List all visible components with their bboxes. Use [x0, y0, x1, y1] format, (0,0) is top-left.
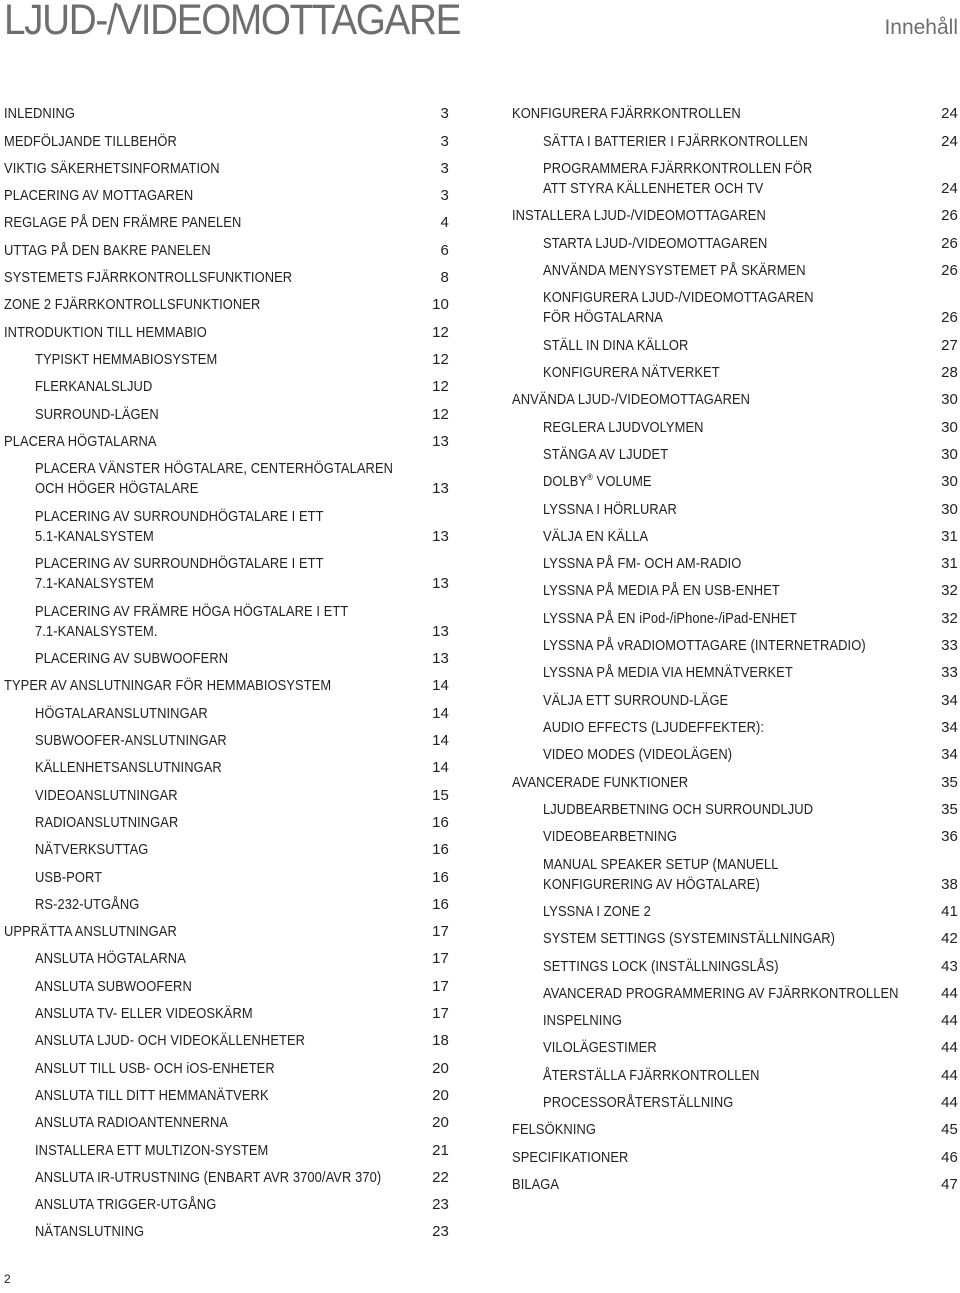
- toc-entry-title: RADIOANSLUTNINGAR: [35, 813, 179, 831]
- toc-page-number: 14: [432, 704, 449, 722]
- toc-entry-title-line: ATT STYRA KÄLLENHETER OCH TV: [543, 180, 764, 198]
- toc-entry-title-line: 7.1-KANALSYSTEM.: [35, 622, 158, 640]
- toc-page-number: 12: [432, 350, 449, 368]
- toc-page-number: 16: [432, 868, 449, 886]
- toc-entry-title: FELSÖKNING: [512, 1121, 597, 1139]
- toc-entry-title-line: PLACERING AV FRÄMRE HÖGA HÖGTALARE I ETT: [35, 602, 349, 620]
- toc-entry-title-line: 7.1-KANALSYSTEM: [35, 575, 154, 593]
- toc-entry[interactable]: [4, 211, 449, 238]
- toc-entry-title: LYSSNA PÅ MEDIA PÅ EN USB-ENHET: [543, 582, 780, 600]
- toc-entry[interactable]: [4, 293, 449, 320]
- toc-page-number: 3: [440, 187, 449, 205]
- toc-entry-title: LYSSNA PÅ MEDIA VIA HEMNÄTVERKET: [543, 664, 793, 682]
- toc-page-number: 46: [941, 1148, 958, 1166]
- toc-entry[interactable]: [4, 1220, 449, 1247]
- toc-entry[interactable]: [4, 893, 449, 920]
- toc-entry-title: SYSTEMETS FJÄRRKONTROLLSFUNKTIONER: [4, 269, 293, 287]
- toc-entry[interactable]: [512, 259, 958, 286]
- toc-entry[interactable]: [4, 430, 449, 457]
- section-label: Innehåll: [884, 16, 958, 39]
- toc-entry-title-line: PLACERING AV SURROUNDHÖGTALARE I ETT: [35, 507, 324, 525]
- toc-page-number: 27: [941, 336, 958, 354]
- toc-entry[interactable]: [4, 647, 449, 674]
- toc-entry-title: [543, 288, 866, 328]
- toc-entry-title: KONFIGURERA FJÄRRKONTROLLEN: [512, 105, 741, 123]
- toc-page-number: 24: [941, 105, 958, 123]
- toc-entry-title: NÄTVERKSUTTAG: [35, 841, 149, 859]
- toc-entry[interactable]: [512, 415, 958, 442]
- toc-page-number: 13: [432, 527, 449, 545]
- toc-entry-title-line: 5.1-KANALSYSTEM: [35, 527, 154, 545]
- toc-entry-title: STARTA LJUD-/VIDEOMOTTAGAREN: [543, 234, 768, 252]
- page-header: [0, 0, 960, 56]
- toc-page-number: 16: [432, 813, 449, 831]
- toc-page-number: 14: [432, 677, 449, 695]
- toc-entry[interactable]: [4, 1193, 449, 1220]
- toc-entry[interactable]: [4, 756, 449, 783]
- toc-page-number: 26: [941, 309, 958, 327]
- toc-entry-title: AVANCERAD PROGRAMMERING AV FJÄRRKONTROLLEN: [543, 984, 899, 1002]
- toc-page-number: 26: [941, 261, 958, 279]
- toc-entry[interactable]: [512, 1009, 958, 1036]
- toc-page-number: 43: [941, 957, 958, 975]
- toc-entry[interactable]: [512, 688, 958, 715]
- toc-entry[interactable]: [512, 333, 958, 360]
- toc-entry-title-line: PLACERING AV SURROUNDHÖGTALARE I ETT: [35, 555, 324, 573]
- toc-entry-title: RS-232-UTGÅNG: [35, 895, 140, 913]
- toc-page-number: 31: [941, 555, 958, 573]
- toc-entry-title: ANSLUTA LJUD- OCH VIDEOKÄLLENHETER: [35, 1032, 306, 1050]
- toc-entry-title: SETTINGS LOCK (INSTÄLLNINGSLÅS): [543, 957, 779, 975]
- toc-entry[interactable]: [4, 1138, 449, 1165]
- toc-page-number: 3: [440, 159, 449, 177]
- toc-entry[interactable]: [4, 838, 449, 865]
- toc-page-number: 34: [941, 746, 958, 764]
- registered-mark: ®: [587, 472, 593, 483]
- toc-entry[interactable]: [512, 129, 958, 156]
- toc-entry-title: LJUDBEARBETNING OCH SURROUNDLJUD: [543, 800, 814, 818]
- toc-entry-title: ANSLUTA IR-UTRUSTNING (ENBART AVR 3700/AVR 370): [35, 1168, 382, 1186]
- toc-entry-title: [35, 602, 357, 642]
- toc-page-number: 20: [432, 1114, 449, 1132]
- toc-entry-title: PLACERING AV MOTTAGAREN: [4, 187, 194, 205]
- toc-entry-title: ANSLUTA TRIGGER-UTGÅNG: [35, 1196, 217, 1214]
- toc-entry-title: TYPER AV ANSLUTNINGAR FÖR HEMMABIOSYSTEM: [4, 677, 332, 695]
- toc-entry-title: ANSLUTA HÖGTALARNA: [35, 950, 186, 968]
- toc-entry[interactable]: [4, 552, 449, 600]
- toc-entry-title: PLACERA HÖGTALARNA: [4, 432, 157, 450]
- toc-entry[interactable]: [4, 1166, 449, 1193]
- toc-page-number: 14: [432, 759, 449, 777]
- toc-entry-title: [543, 159, 866, 199]
- toc-entry[interactable]: [512, 825, 958, 852]
- toc-entry-title: [35, 507, 357, 547]
- toc-entry-title: INSTALLERA LJUD-/VIDEOMOTTAGAREN: [512, 207, 766, 225]
- toc-entry[interactable]: [512, 579, 958, 606]
- toc-entry[interactable]: [512, 606, 958, 633]
- toc-page-number: 30: [941, 391, 958, 409]
- toc-entry-title: VÄLJA EN KÄLLA: [543, 527, 649, 545]
- toc-entry-title: INSPELNING: [543, 1012, 622, 1030]
- toc-entry[interactable]: [512, 1118, 958, 1145]
- toc-entry[interactable]: [512, 716, 958, 743]
- toc-entry-title-line: PLACERA VÄNSTER HÖGTALARE, CENTERHÖGTALAREN: [35, 460, 394, 478]
- toc-page-number: 12: [432, 405, 449, 423]
- toc-entry[interactable]: [4, 1084, 449, 1111]
- toc-entry-title: LYSSNA I HÖRLURAR: [543, 500, 677, 518]
- toc-entry-title: ANSLUTA SUBWOOFERN: [35, 977, 192, 995]
- toc-entry-title: KONFIGURERA NÄTVERKET: [543, 364, 720, 382]
- toc-entry-title: REGLAGE PÅ DEN FRÄMRE PANELEN: [4, 214, 242, 232]
- toc-page-number: 4: [440, 214, 449, 232]
- toc-entry-title: MEDFÖLJANDE TILLBEHÖR: [4, 132, 177, 150]
- toc-page-number: 33: [941, 664, 958, 682]
- toc-page-number: 18: [432, 1032, 449, 1050]
- toc-page-number: 30: [941, 473, 958, 491]
- toc-entry-title: ANSLUTA RADIOANTENNERNA: [35, 1114, 229, 1132]
- toc-entry[interactable]: [512, 231, 958, 258]
- toc-page-number: 35: [941, 773, 958, 791]
- toc-entry[interactable]: [512, 852, 958, 900]
- toc-page-number: 21: [432, 1141, 449, 1159]
- toc-entry-title-line: KONFIGURERING AV HÖGTALARE): [543, 875, 760, 893]
- toc-entry[interactable]: [512, 1036, 958, 1063]
- toc-page-number: 17: [432, 977, 449, 995]
- toc-page-number: 28: [941, 364, 958, 382]
- toc-entry[interactable]: [512, 1145, 958, 1172]
- toc-entry-title: VIDEO MODES (VIDEOLÄGEN): [543, 746, 733, 764]
- toc-page-number: 10: [432, 296, 449, 314]
- toc-entry[interactable]: [512, 157, 958, 205]
- toc-entry-title: VIDEOANSLUTNINGAR: [35, 786, 178, 804]
- toc-entry-title: LYSSNA PÅ vRADIOMOTTAGARE (INTERNETRADIO): [543, 637, 866, 655]
- toc-entry-title: AVANCERADE FUNKTIONER: [512, 773, 689, 791]
- toc-right-column: [512, 102, 958, 1200]
- toc-entry-title: PROCESSORÅTERSTÄLLNING: [543, 1094, 734, 1111]
- toc-page-number: 44: [941, 1039, 958, 1057]
- toc-page-number: 13: [432, 480, 449, 498]
- toc-page-number: 16: [432, 895, 449, 913]
- toc-entry-title: SURROUND-LÄGEN: [35, 405, 159, 423]
- toc-page-number: 34: [941, 718, 958, 736]
- toc-entry[interactable]: [4, 729, 449, 756]
- page-number: 2: [4, 1272, 11, 1286]
- toc-entry[interactable]: [512, 927, 958, 954]
- toc-page-number: 15: [432, 786, 449, 804]
- toc-entry[interactable]: [512, 525, 958, 552]
- toc-page-number: 13: [432, 650, 449, 668]
- toc-page-number: 38: [941, 875, 958, 893]
- toc-entry-title: INLEDNING: [4, 105, 76, 123]
- toc-entry-title: ANSLUTA TV- ELLER VIDEOSKÄRM: [35, 1005, 253, 1023]
- toc-page-number: 23: [432, 1196, 449, 1214]
- toc-entry-title: UPPRÄTTA ANSLUTNINGAR: [4, 923, 177, 941]
- document-title: LJUD-/VIDEOMOTTAGARE: [4, 0, 461, 44]
- toc-page-number: 20: [432, 1086, 449, 1104]
- toc-page-number: 34: [941, 691, 958, 709]
- toc-entry-title: [543, 855, 866, 895]
- toc-page-number: 20: [432, 1059, 449, 1077]
- toc-page-number: 32: [941, 609, 958, 627]
- toc-entry-title-line: OCH HÖGER HÖGTALARE: [35, 480, 199, 498]
- toc-page-number: 17: [432, 1005, 449, 1023]
- toc-entry[interactable]: [512, 770, 958, 797]
- toc-page-number: 26: [941, 234, 958, 252]
- toc-left-column: [4, 102, 449, 1247]
- toc-entry-title-line: PROGRAMMERA FJÄRRKONTROLLEN FÖR: [543, 160, 813, 178]
- toc-entry[interactable]: [4, 102, 449, 129]
- toc-page-number: 44: [941, 1094, 958, 1111]
- toc-page-number: 41: [941, 902, 958, 920]
- toc-entry[interactable]: [512, 552, 958, 579]
- toc-entry-title: ANSLUT TILL USB- OCH iOS-ENHETER: [35, 1059, 275, 1077]
- toc-entry-title: [35, 459, 394, 499]
- toc-entry-title: LYSSNA PÅ FM- OCH AM-RADIO: [543, 555, 742, 573]
- toc-entry-title-part: VOLUME: [592, 473, 652, 491]
- toc-entry[interactable]: [512, 388, 958, 415]
- toc-entry[interactable]: [4, 129, 449, 156]
- toc-entry-title: NÄTANSLUTNING: [35, 1223, 145, 1241]
- toc-entry-title: ANVÄNDA MENYSYSTEMET PÅ SKÄRMEN: [543, 261, 806, 279]
- toc-page-number: 45: [941, 1121, 958, 1139]
- toc-page-number: 3: [440, 105, 449, 123]
- toc-page-number: 33: [941, 637, 958, 655]
- toc-page-number: 13: [432, 432, 449, 450]
- toc-entry[interactable]: [4, 238, 449, 265]
- toc-entry[interactable]: [512, 102, 958, 129]
- toc-entry-title: ANVÄNDA LJUD-/VIDEOMOTTAGAREN: [512, 391, 751, 409]
- toc-entry-title: PLACERING AV SUBWOOFERN: [35, 650, 229, 668]
- toc-entry-title: VILOLÄGESTIMER: [543, 1039, 657, 1057]
- toc-page-number: 24: [941, 132, 958, 150]
- toc-entry[interactable]: [4, 157, 449, 184]
- toc-page-number: 6: [440, 241, 449, 259]
- toc-page-number: 26: [941, 207, 958, 225]
- toc-entry-title: SUBWOOFER-ANSLUTNINGAR: [35, 732, 227, 750]
- toc-entry-title: ZONE 2 FJÄRRKONTROLLSFUNKTIONER: [4, 296, 261, 314]
- toc-entry[interactable]: [4, 920, 449, 947]
- toc-page-number: 30: [941, 445, 958, 463]
- toc-entry[interactable]: [512, 634, 958, 661]
- toc-entry[interactable]: [512, 1063, 958, 1090]
- toc-page-number: 24: [941, 180, 958, 198]
- toc-page-number: 44: [941, 1012, 958, 1030]
- toc-page-number: 31: [941, 527, 958, 545]
- toc-entry-title: AUDIO EFFECTS (LJUDEFFEKTER):: [543, 718, 765, 736]
- toc-entry[interactable]: [4, 599, 449, 647]
- toc-entry-title: INTRODUKTION TILL HEMMABIO: [4, 323, 207, 341]
- toc-entry-title: INSTALLERA ETT MULTIZON-SYSTEM: [35, 1141, 269, 1159]
- toc-entry-title: USB-PORT: [35, 868, 103, 886]
- toc-entry[interactable]: [4, 348, 449, 375]
- toc-entry-title: ANSLUTA TILL DITT HEMMANÄTVERK: [35, 1086, 269, 1104]
- toc-entry[interactable]: [4, 1029, 449, 1056]
- toc-page-number: 14: [432, 732, 449, 750]
- toc-page-number: 3: [440, 132, 449, 150]
- toc-entry-title: VIKTIG SÄKERHETSINFORMATION: [4, 159, 220, 177]
- toc-entry[interactable]: [4, 947, 449, 974]
- toc-page-number: 30: [941, 500, 958, 518]
- toc-entry[interactable]: [4, 402, 449, 429]
- toc-entry-title: VIDEOBEARBETNING: [543, 828, 677, 846]
- toc-entry-title-part: DOLBY: [543, 473, 588, 491]
- toc-entry[interactable]: [512, 361, 958, 388]
- toc-entry[interactable]: [4, 1002, 449, 1029]
- toc-page-number: 47: [941, 1175, 958, 1193]
- toc-entry-title: LYSSNA I ZONE 2: [543, 902, 651, 920]
- toc-entry[interactable]: [512, 743, 958, 770]
- toc-page-number: 36: [941, 828, 958, 846]
- toc-entry[interactable]: [4, 375, 449, 402]
- toc-entry[interactable]: [512, 1091, 958, 1118]
- toc-page-number: 22: [432, 1168, 449, 1186]
- toc-entry[interactable]: [4, 811, 449, 838]
- toc-entry-title: BILAGA: [512, 1175, 560, 1193]
- toc-entry-title: [543, 467, 866, 492]
- toc-page-number: 12: [432, 323, 449, 341]
- toc-entry[interactable]: [512, 497, 958, 524]
- toc-entry-title: ÅTERSTÄLLA FJÄRRKONTROLLEN: [543, 1066, 760, 1084]
- toc-entry-title: FLERKANALSLJUD: [35, 378, 153, 396]
- toc-page-number: 8: [440, 269, 449, 287]
- toc-entry-title: SPECIFIKATIONER: [512, 1148, 629, 1166]
- toc-entry[interactable]: [4, 457, 449, 505]
- toc-entry[interactable]: [512, 798, 958, 825]
- toc-entry[interactable]: [4, 504, 449, 552]
- toc-page-number: 16: [432, 841, 449, 859]
- toc-page-number: 13: [432, 622, 449, 640]
- toc-entry[interactable]: [512, 1173, 958, 1200]
- toc-entry[interactable]: [512, 982, 958, 1009]
- toc-entry[interactable]: [512, 900, 958, 927]
- toc-entry[interactable]: [4, 865, 449, 892]
- toc-entry[interactable]: [512, 204, 958, 231]
- toc-entry[interactable]: [4, 1056, 449, 1083]
- toc-entry[interactable]: [4, 1111, 449, 1138]
- toc-entry[interactable]: [4, 974, 449, 1001]
- toc-entry[interactable]: [512, 470, 958, 497]
- toc-entry[interactable]: [4, 674, 449, 701]
- toc-entry-title: VÄLJA ETT SURROUND-LÄGE: [543, 691, 729, 709]
- toc-entry[interactable]: [512, 286, 958, 334]
- toc-entry-title: STÄLL IN DINA KÄLLOR: [543, 336, 689, 354]
- toc-page-number: 44: [941, 1066, 958, 1084]
- toc-page-number: 30: [941, 418, 958, 436]
- toc-entry[interactable]: [4, 320, 449, 347]
- toc-entry-title-line: KONFIGURERA LJUD-/VIDEOMOTTAGAREN: [543, 289, 814, 307]
- toc-entry-title: SYSTEM SETTINGS (SYSTEMINSTÄLLNINGAR): [543, 930, 836, 948]
- toc-page-number: 32: [941, 582, 958, 600]
- toc-entry-title: STÄNGA AV LJUDET: [543, 445, 669, 463]
- toc-entry-title: LYSSNA PÅ EN iPod-/iPhone-/iPad-ENHET: [543, 609, 797, 627]
- toc-entry[interactable]: [512, 443, 958, 470]
- toc-page-number: 35: [941, 800, 958, 818]
- toc-page-number: 23: [432, 1223, 449, 1241]
- toc-entry-title: SÄTTA I BATTERIER I FJÄRRKONTROLLEN: [543, 132, 808, 150]
- toc-entry-title: KÄLLENHETSANSLUTNINGAR: [35, 759, 222, 777]
- toc-page-number: 42: [941, 930, 958, 948]
- toc-entry-title-line: MANUAL SPEAKER SETUP (MANUELL: [543, 855, 779, 873]
- toc-page-number: 44: [941, 984, 958, 1002]
- toc-entry[interactable]: [4, 266, 449, 293]
- toc-entry[interactable]: [4, 701, 449, 728]
- toc-entry[interactable]: [4, 184, 449, 211]
- toc-entry[interactable]: [512, 954, 958, 981]
- toc-entry-title: REGLERA LJUDVOLYMEN: [543, 418, 704, 436]
- toc-entry-title: [35, 554, 357, 594]
- toc-entry-title: TYPISKT HEMMABIOSYSTEM: [35, 350, 218, 368]
- toc-entry-title: UTTAG PÅ DEN BAKRE PANELEN: [4, 241, 211, 259]
- toc-entry-title-line: FÖR HÖGTALARNA: [543, 309, 663, 327]
- toc-entry-title: HÖGTALARANSLUTNINGAR: [35, 704, 208, 722]
- toc-entry[interactable]: [512, 661, 958, 688]
- toc-page-number: 13: [432, 575, 449, 593]
- toc-page-number: 12: [432, 378, 449, 396]
- toc-page-number: 17: [432, 950, 449, 968]
- toc-entry[interactable]: [4, 783, 449, 810]
- toc-page-number: 17: [432, 923, 449, 941]
